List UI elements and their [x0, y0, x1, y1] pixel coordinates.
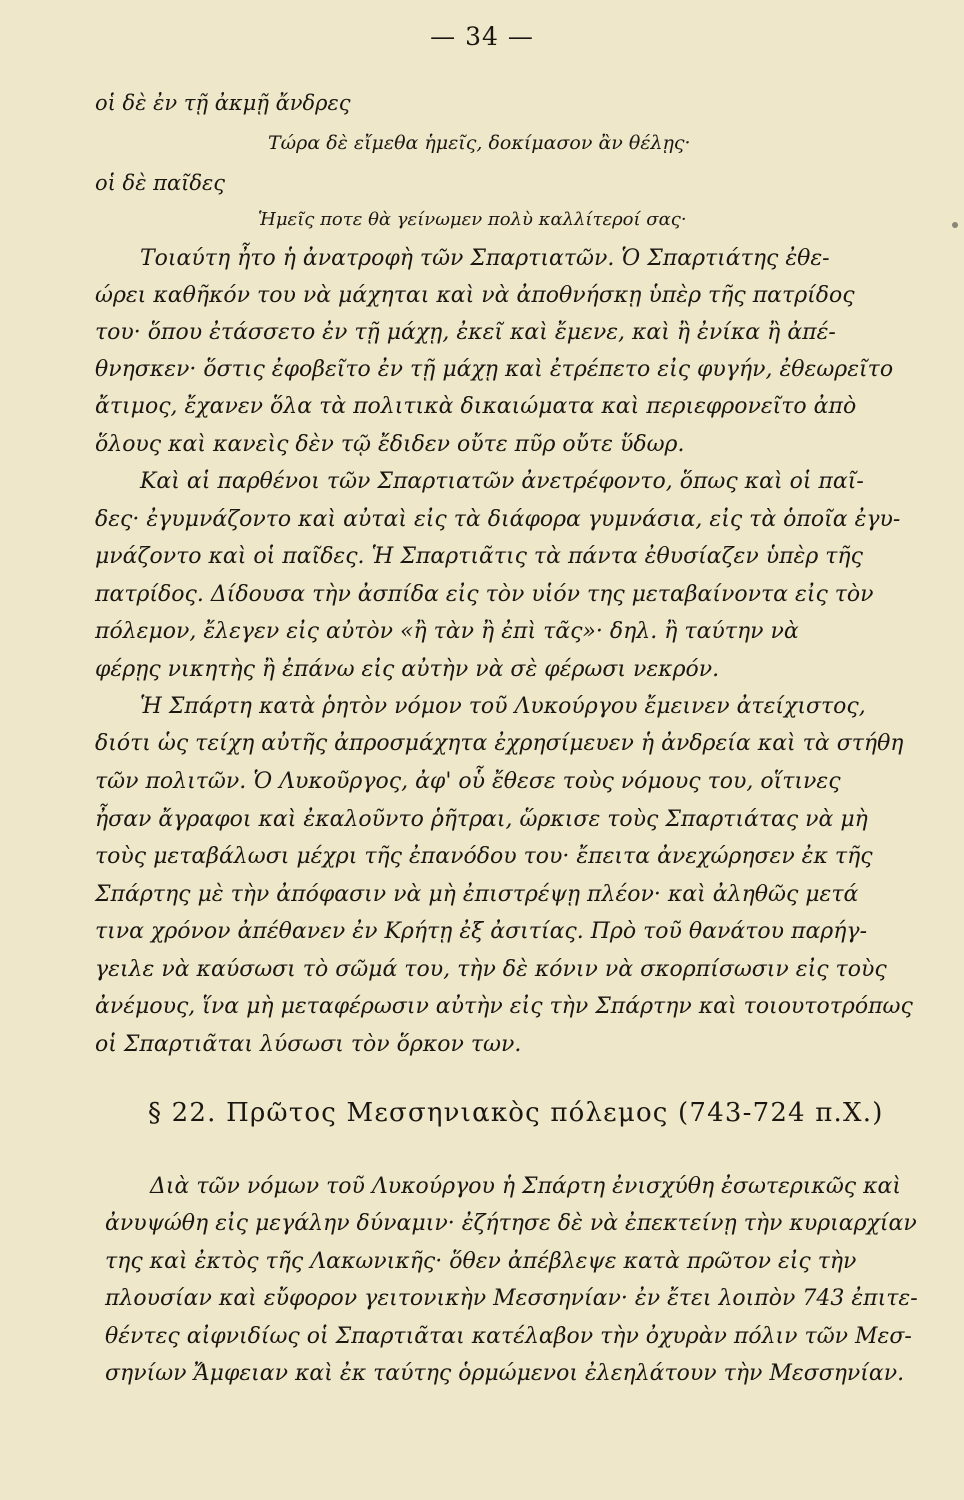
- text-line: θέντες αἰφνιδίως οἱ Σπαρτιᾶται κατέλαβον τὴν ὀχυρὰν πόλιν τῶν Μεσ-: [105, 1324, 912, 1349]
- text-line: τινα χρόνον ἀπέθανεν ἐν Κρήτῃ ἐξ ἀσιτίας. Πρὸ τοῦ θανάτου παρήγ-: [95, 919, 867, 944]
- verse-line: οἱ δὲ ἐν τῇ ἀκμῇ ἄνδρες: [95, 91, 351, 115]
- text-line: Διὰ τῶν νόμων τοῦ Λυκούργου ἡ Σπάρτη ἐνισχύθη ἐσωτερικῶς καὶ: [150, 1174, 902, 1199]
- text-line: μνάζοντο καὶ οἱ παῖδες. Ἡ Σπαρτιᾶτις τὰ πάντα ἐθυσίαζεν ὑπὲρ τῆς: [95, 544, 863, 569]
- text-line: ἀνυψώθη εἰς μεγάλην δύναμιν· ἐζήτησε δὲ νὰ ἐπεκτείνῃ τὴν κυριαρχίαν: [105, 1211, 917, 1236]
- text-line: Τοιαύτη ἦτο ἡ ἀνατροφὴ τῶν Σπαρτιατῶν. Ὁ Σπαρτιάτης ἐθε-: [140, 246, 830, 271]
- text-line: ἦσαν ἄγραφοι καὶ ἐκαλοῦντο ῥῆτραι, ὥρκισε τοὺς Σπαρτιάτας νὰ μὴ: [95, 807, 868, 832]
- text-line: τοὺς μεταβάλωσι μέχρι τῆς ἐπανόδου του· ἔπειτα ἀνεχώρησεν ἐκ τῆς: [95, 844, 873, 869]
- text-line: Σπάρτης μὲ τὴν ἀπόφασιν νὰ μὴ ἐπιστρέψῃ πλέον· καὶ ἀληθῶς μετά: [95, 882, 859, 907]
- text-line: πόλεμον, ἔλεγεν εἰς αὐτὸν «ἢ τὰν ἢ ἐπὶ τᾶς»· δηλ. ἢ ταύτην νὰ: [95, 619, 799, 644]
- text-line: ἄτιμος, ἔχανεν ὅλα τὰ πολιτικὰ δικαιώματα καὶ περιεφρονεῖτο ἀπὸ: [95, 394, 857, 419]
- verse-line: Ἡμεῖς ποτε θὰ γείνωμεν πολὺ καλλίτεροί σας·: [258, 209, 687, 230]
- text-line: διότι ὡς τείχη αὐτῆς ἀπροσμάχητα ἐχρησίμευεν ἡ ἀνδρεία καὶ τὰ στήθη: [95, 731, 904, 756]
- page-number: — 34 —: [430, 22, 534, 51]
- text-line: του· ὅπου ἐτάσσετο ἐν τῇ μάχῃ, ἐκεῖ καὶ ἔμενε, καὶ ἢ ἐνίκα ἢ ἀπέ-: [95, 320, 836, 345]
- text-line: φέρῃς νικητὴς ἢ ἐπάνω εἰς αὐτὴν νὰ σὲ φέρωσι νεκρόν.: [95, 657, 720, 682]
- verse-line: οἱ δὲ παῖδες: [95, 171, 226, 195]
- text-line: ώρει καθῆκόν του νὰ μάχηται καὶ νὰ ἀποθνήσκῃ ὑπὲρ τῆς πατρίδος: [95, 283, 855, 308]
- text-line: ὅλους καὶ κανεὶς δὲν τῷ ἔδιδεν οὔτε πῦρ οὔτε ὕδωρ.: [95, 432, 685, 457]
- text-line: σηνίων Ἄμφειαν καὶ ἐκ ταύτης ὁρμώμενοι ἐλεηλάτουν τὴν Μεσσηνίαν.: [105, 1361, 905, 1386]
- text-line: της καὶ ἐκτὸς τῆς Λακωνικῆς· ὅθεν ἀπέβλεψε κατὰ πρῶτον εἰς τὴν: [105, 1249, 857, 1274]
- text-line: Καὶ αἱ παρθένοι τῶν Σπαρτιατῶν ἀνετρέφοντο, ὅπως καὶ οἱ παῖ-: [140, 469, 864, 494]
- verse-line: Τώρα δὲ εἴμεθα ἡμεῖς, δοκίμασον ἂν θέλῃς·: [268, 132, 691, 154]
- text-line: τῶν πολιτῶν. Ὁ Λυκοῦργος, ἀφ' οὗ ἔθεσε τοὺς νόμους του, οἵτινες: [95, 769, 841, 794]
- section-heading: § 22. Πρῶτος Μεσσηνιακὸς πόλεμος (743-724 π.Χ.): [148, 1098, 884, 1128]
- text-line: Ἡ Σπάρτη κατὰ ῥητὸν νόμον τοῦ Λυκούργου ἔμεινεν ἀτείχιστος,: [140, 694, 866, 719]
- text-line: οἱ Σπαρτιᾶται λύσωσι τὸν ὅρκον των.: [95, 1032, 522, 1057]
- text-line: θνησκεν· ὅστις ἐφοβεῖτο ἐν τῇ μάχῃ καὶ ἐτρέπετο εἰς φυγήν, ἐθεωρεῖτο: [95, 357, 894, 382]
- text-line: πλουσίαν καὶ εὔφορον γειτονικὴν Μεσσηνίαν· ἐν ἔτει λοιπὸν 743 ἐπιτε-: [105, 1286, 918, 1311]
- text-line: γειλε νὰ καύσωσι τὸ σῶμά του, τὴν δὲ κόνιν νὰ σκορπίσωσιν εἰς τοὺς: [95, 957, 887, 982]
- ink-mark: [952, 222, 958, 228]
- text-line: δες· ἐγυμνάζοντο καὶ αὐταὶ εἰς τὰ διάφορα γυμνάσια, εἰς τὰ ὁποῖα ἐγυ-: [95, 507, 901, 532]
- text-line: πατρίδος. Δίδουσα τὴν ἀσπίδα εἰς τὸν υἱόν της μεταβαίνοντα εἰς τὸν: [95, 582, 874, 607]
- text-line: ἀνέμους, ἵνα μὴ μεταφέρωσιν αὐτὴν εἰς τὴν Σπάρτην καὶ τοιουτοτρόπως: [95, 994, 913, 1019]
